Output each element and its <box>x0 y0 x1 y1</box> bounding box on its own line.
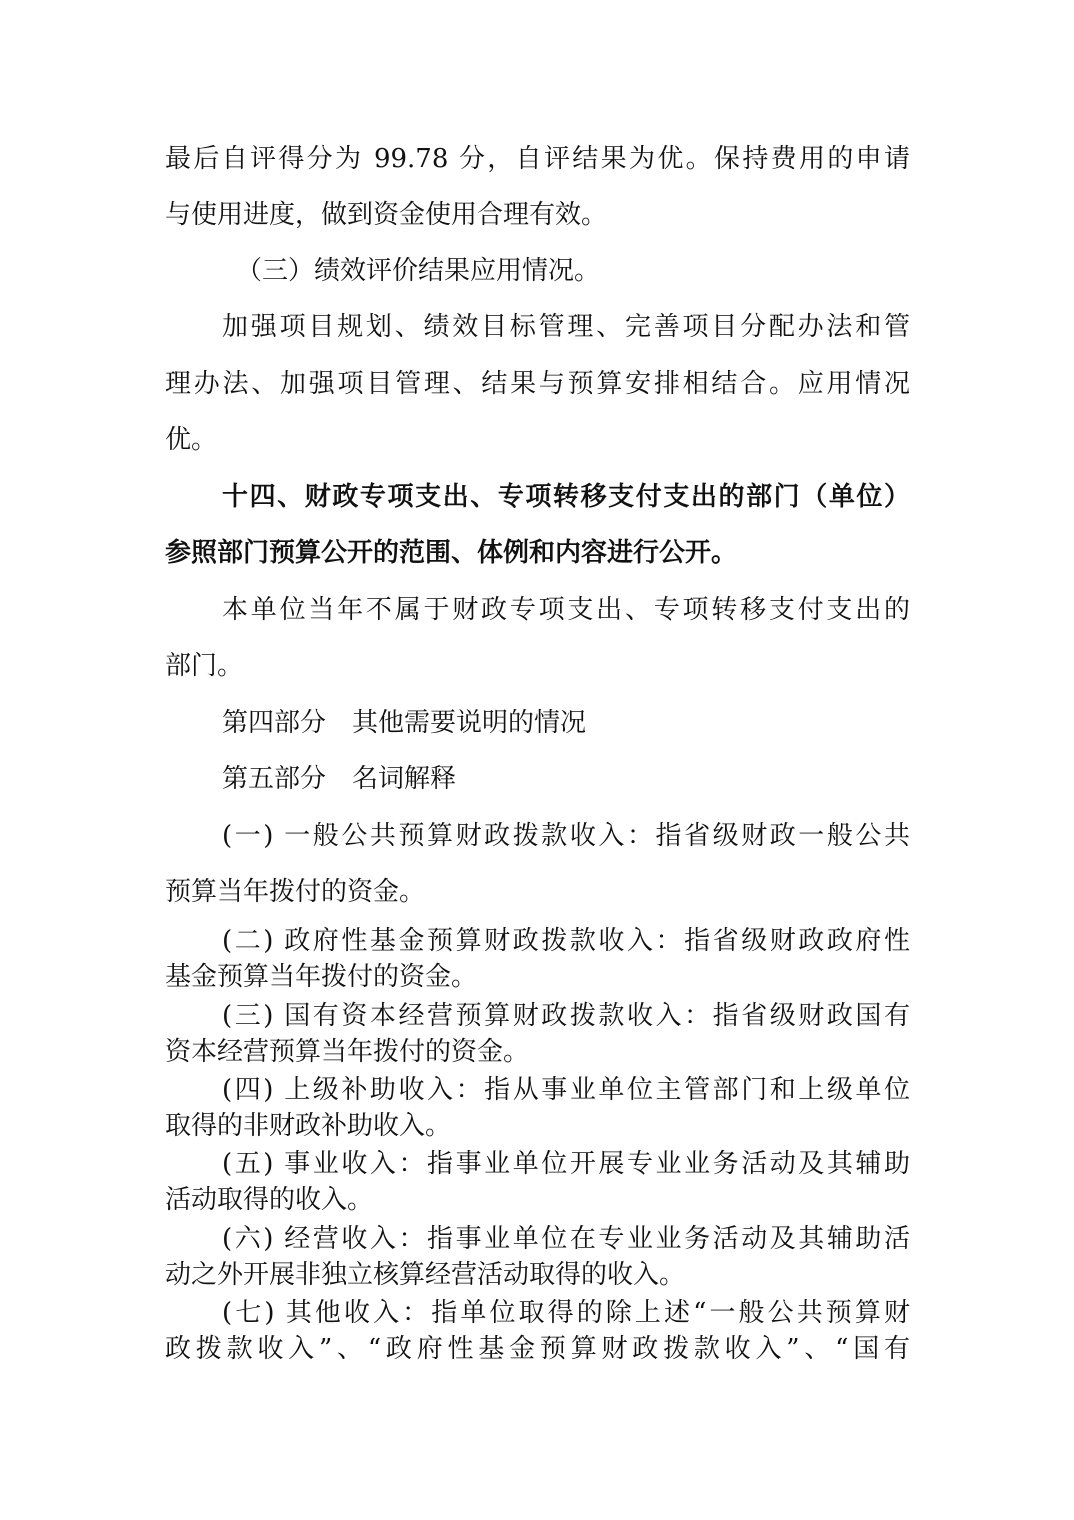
definition-line: 资本经营预算当年拨付的资金。 <box>165 1037 530 1067</box>
definition-line: 取得的非财政补助收入。 <box>165 1111 452 1141</box>
section-heading: 十四、财政专项支出、专项转移支付支出的部门（单位） <box>222 482 910 512</box>
definition-line: (二) 政府性基金预算财政拨款收入：指省级财政政府性 <box>222 926 910 956</box>
definition-line: (六) 经营收入：指事业单位在专业业务活动及其辅助活 <box>222 1224 910 1254</box>
paragraph-line: 本单位当年不属于财政专项支出、专项转移支付支出的 <box>222 595 910 625</box>
paragraph-line: 理办法、加强项目管理、结果与预算安排相结合。应用情况 <box>165 369 910 399</box>
definition-line: (五) 事业收入：指事业单位开展专业业务活动及其辅助 <box>222 1149 910 1179</box>
definition-line: 预算当年拨付的资金。 <box>165 877 426 907</box>
definition-line: 基金预算当年拨付的资金。 <box>165 962 478 992</box>
definition-line: 活动取得的收入。 <box>165 1185 374 1215</box>
paragraph-line: 部门。 <box>165 651 244 681</box>
definition-line: (三) 国有资本经营预算财政拨款收入：指省级财政国有 <box>222 1001 910 1031</box>
definition-line: (四) 上级补助收入：指从事业单位主管部门和上级单位 <box>222 1075 910 1105</box>
paragraph-line: 与使用进度，做到资金使用合理有效。 <box>165 200 608 230</box>
paragraph-line: 优。 <box>165 425 218 455</box>
part-heading: 第五部分 名词解释 <box>222 764 457 794</box>
definition-line: (一) 一般公共预算财政拨款收入：指省级财政一般公共 <box>222 821 910 851</box>
paragraph-line: 加强项目规划、绩效目标管理、完善项目分配办法和管 <box>222 312 910 342</box>
definition-line: 动之外开展非独立核算经营活动取得的收入。 <box>165 1260 686 1290</box>
definition-line: 政拨款收入”、“政府性基金预算财政拨款收入”、“国有 <box>165 1334 910 1364</box>
part-heading: 第四部分 其他需要说明的情况 <box>222 708 587 738</box>
section-heading: 参照部门预算公开的范围、体例和内容进行公开。 <box>165 538 738 568</box>
definition-line: (七) 其他收入：指单位取得的除上述“一般公共预算财 <box>222 1298 910 1328</box>
subsection-heading: （三）绩效评价结果应用情况。 <box>236 256 601 286</box>
paragraph-line: 最后自评得分为 99.78 分，自评结果为优。保持费用的申请 <box>165 144 910 174</box>
